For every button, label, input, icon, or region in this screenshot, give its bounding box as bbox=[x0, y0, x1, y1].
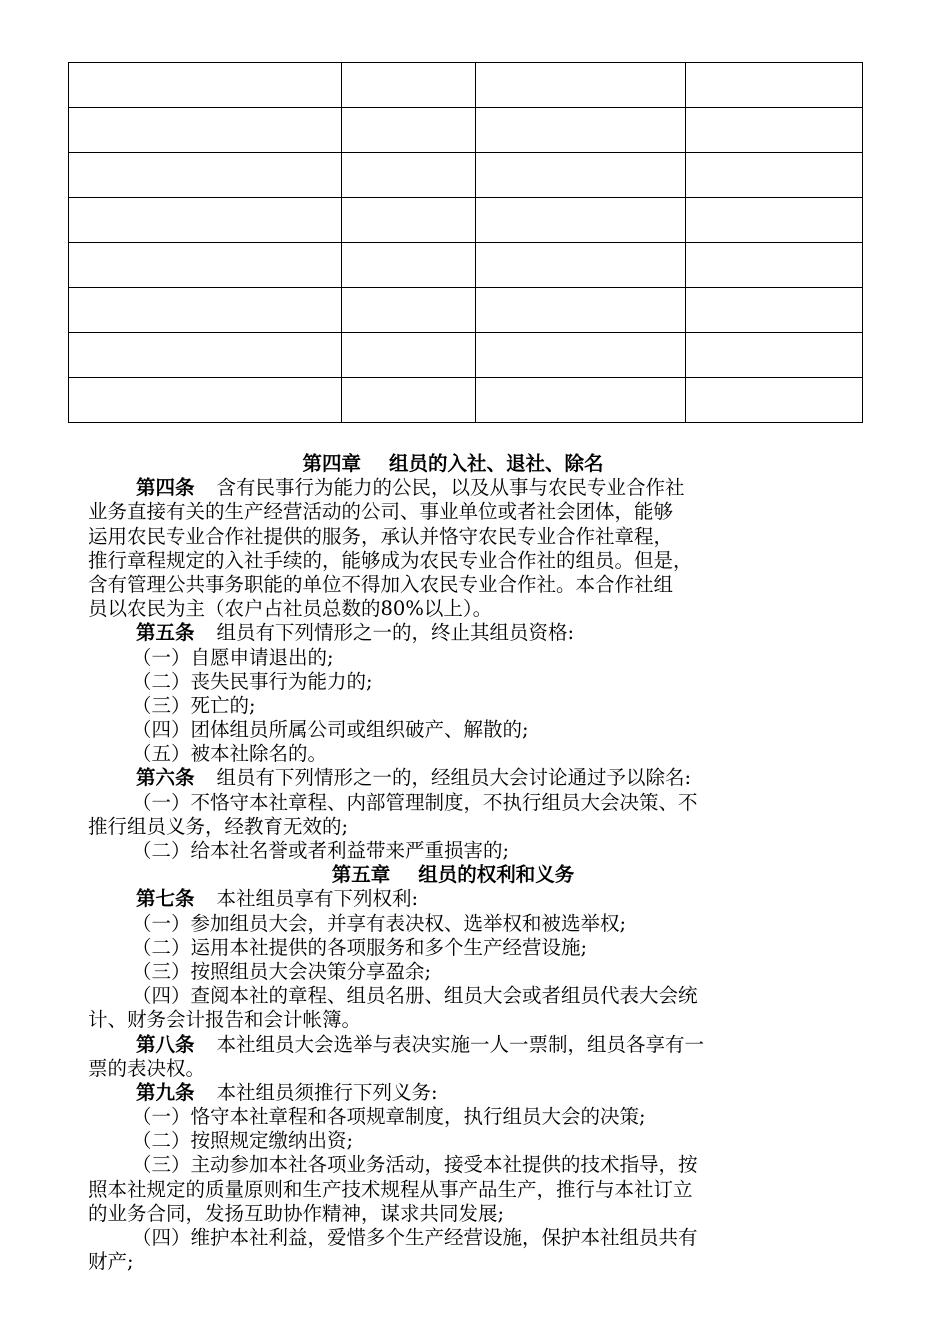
table-cell bbox=[69, 63, 342, 108]
article-8-line bbox=[88, 1033, 848, 1057]
table-cell bbox=[476, 63, 686, 108]
article-5-text: 组员有下列情形之一的，终止其组员资格: bbox=[216, 621, 575, 645]
chapter-5-title: 组员的权利和义务 bbox=[418, 863, 575, 887]
article-8-text: 票的表决权。 bbox=[88, 1056, 206, 1080]
article-4-text: 运用农民专业合作社提供的服务，承认并恪守农民专业合作社章程， bbox=[88, 524, 674, 548]
article-7-label: 第七条 bbox=[136, 887, 195, 911]
article-6-item: （二）给本社名誉或者利益带来严重损害的; bbox=[132, 839, 510, 862]
article-9-item: （三）主动参加本社各项业务活动，接受本社提供的技术指导，按 bbox=[132, 1153, 698, 1177]
table-cell bbox=[686, 153, 863, 198]
chapter-4-title: 组员的入社、退社、除名 bbox=[389, 452, 604, 475]
document-text bbox=[88, 452, 848, 1274]
article-8-label: 第八条 bbox=[136, 1032, 195, 1056]
article-5-item: （四）团体组员所属公司或组织破产、解散的; bbox=[132, 718, 529, 742]
article-7-item: （二）运用本社提供的各项服务和多个生产经营设施; bbox=[132, 935, 588, 959]
table-cell bbox=[476, 243, 686, 288]
article-9-text: 本社组员须推行下列义务: bbox=[216, 1080, 438, 1104]
article-7-line bbox=[88, 887, 848, 911]
table-cell bbox=[342, 378, 476, 423]
article-6-item: （一）不恪守本社章程、内部管理制度，不执行组员大会决策、不 bbox=[132, 790, 698, 814]
table-row bbox=[69, 198, 863, 243]
article-9-item: 财产; bbox=[88, 1250, 134, 1274]
table-row bbox=[69, 108, 863, 153]
table-cell bbox=[342, 333, 476, 378]
article-9-item: （四）维护本社利益，爱惜多个生产经营设施，保护本社组员共有 bbox=[132, 1226, 698, 1249]
article-9-item: 照本社规定的质量原则和生产技术规程从事产品生产，推行与本社订立 bbox=[88, 1177, 693, 1201]
table-cell bbox=[342, 198, 476, 243]
article-4-text: 推行章程规定的入社手续的，能够成为农民专业合作社的组员。但是， bbox=[88, 548, 693, 572]
table-cell bbox=[686, 108, 863, 153]
table-cell bbox=[69, 198, 342, 243]
article-4-text: 员以农民为主（农户占社员总数的80%以上）。 bbox=[88, 597, 493, 621]
article-9-item: （一）恪守本社章程和各项规章制度，执行组员大会的决策; bbox=[132, 1105, 646, 1129]
article-5-item: （三）死亡的; bbox=[132, 693, 256, 717]
chapter-4-heading bbox=[88, 452, 848, 476]
article-4-text: 业务直接有关的生产经营活动的公司、事业单位或者社会团体，能够 bbox=[88, 500, 674, 524]
table-cell bbox=[69, 333, 342, 378]
article-7-item: 计、财务会计报告和会计帐簿。 bbox=[88, 1008, 362, 1032]
article-6-item: 推行组员义务，经教育无效的; bbox=[88, 814, 349, 838]
article-6-label: 第六条 bbox=[136, 766, 195, 790]
table-cell bbox=[686, 378, 863, 423]
blank-table bbox=[68, 62, 863, 423]
table-cell bbox=[69, 243, 342, 288]
table-cell bbox=[342, 108, 476, 153]
table-cell bbox=[686, 288, 863, 333]
table-cell bbox=[476, 378, 686, 423]
article-5-line bbox=[88, 621, 848, 645]
article-9-item: 的业务合同，发扬互助协作精神，谋求共同发展; bbox=[88, 1201, 505, 1225]
article-9-item: （二）按照规定缴纳出资; bbox=[132, 1129, 354, 1153]
table-cell bbox=[69, 378, 342, 423]
article-7-text: 本社组员享有下列权利: bbox=[216, 887, 419, 911]
chapter-5-number: 第五章 bbox=[331, 863, 391, 887]
article-7-item: （一）参加组员大会，并享有表决权、选举权和被选举权; bbox=[132, 911, 627, 935]
article-4-label: 第四条 bbox=[136, 476, 195, 500]
table-cell bbox=[686, 243, 863, 288]
table-cell bbox=[476, 198, 686, 243]
article-6-line bbox=[88, 766, 848, 790]
article-4-text: 含有民事行为能力的公民，以及从事与农民专业合作社 bbox=[216, 476, 685, 500]
table-cell bbox=[686, 333, 863, 378]
table-row bbox=[69, 378, 863, 423]
table-row bbox=[69, 153, 863, 198]
article-5-item: （二）丧失民事行为能力的; bbox=[132, 669, 373, 693]
table-cell bbox=[69, 153, 342, 198]
table-cell bbox=[342, 243, 476, 288]
article-8-text: 本社组员大会选举与表决实施一人一票制，组员各享有一 bbox=[216, 1032, 705, 1056]
table-cell bbox=[342, 63, 476, 108]
chapter-5-heading bbox=[88, 863, 848, 887]
article-4-line bbox=[88, 476, 848, 500]
article-7-item: （三）按照组员大会决策分享盈余; bbox=[132, 959, 432, 983]
article-4-text: 含有管理公共事务职能的单位不得加入农民专业合作社。本合作社组 bbox=[88, 572, 674, 596]
table-cell bbox=[476, 333, 686, 378]
article-5-label: 第五条 bbox=[136, 621, 195, 645]
table-cell bbox=[342, 153, 476, 198]
table-cell bbox=[342, 288, 476, 333]
table-cell bbox=[686, 63, 863, 108]
table-cell bbox=[476, 288, 686, 333]
article-5-item: （一）自愿申请退出的; bbox=[132, 645, 334, 669]
article-9-line bbox=[88, 1081, 848, 1105]
chapter-4-number: 第四章 bbox=[302, 452, 361, 475]
table-cell bbox=[476, 108, 686, 153]
table-row bbox=[69, 243, 863, 288]
table-row bbox=[69, 333, 863, 378]
article-7-item: （四）查阅本社的章程、组员名册、组员大会或者组员代表大会统 bbox=[132, 984, 698, 1008]
table-cell bbox=[69, 288, 342, 333]
table-row bbox=[69, 63, 863, 108]
table-cell bbox=[476, 153, 686, 198]
article-6-text: 组员有下列情形之一的，经组员大会讨论通过予以除名: bbox=[216, 766, 692, 790]
article-5-item: （五）被本社除名的。 bbox=[132, 742, 328, 766]
table-body bbox=[69, 63, 863, 423]
table-row bbox=[69, 288, 863, 333]
table-cell bbox=[686, 198, 863, 243]
table-cell bbox=[69, 108, 342, 153]
article-9-label: 第九条 bbox=[136, 1080, 195, 1104]
